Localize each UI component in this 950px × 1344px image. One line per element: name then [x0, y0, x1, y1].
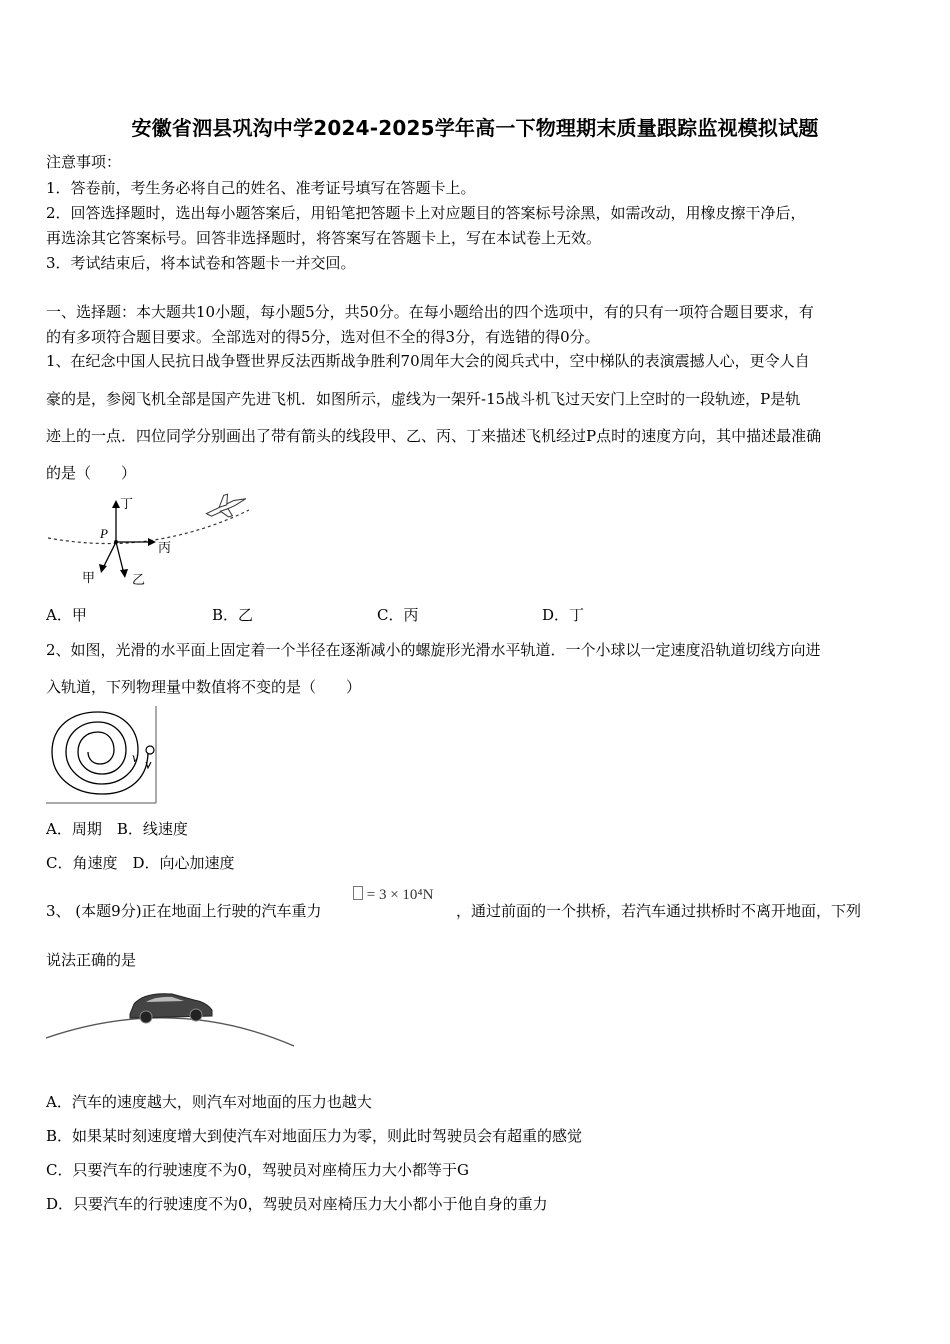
q1-line4: 的是（ ） — [46, 464, 137, 482]
q3-line1-pre: 3、 (本题9分)正在地面上行驶的汽车重力 — [46, 902, 322, 920]
notice-item-1: 1．答卷前，考生务必将自己的姓名、准考证号填写在答题卡上。 — [46, 179, 476, 197]
notice-item-2a: 2．回答选择题时，选出每小题答案后，用铅笔把答题卡上对应题目的答案标号涂黑，如需改动，用橡皮擦干净后， — [46, 204, 806, 222]
notice-item-3: 3．考试结束后，将本试卷和答题卡一并交回。 — [46, 254, 356, 272]
section-intro-line2: 的有多项符合题目要求。全部选对的得5分，选对但不全的得3分，有选错的得0分。 — [46, 328, 600, 346]
q3-line2: 说法正确的是 — [46, 951, 137, 969]
q1-option-c: C．丙 — [377, 606, 419, 624]
notice-item-2b: 再选涂其它答案标号。回答非选择题时，将答案写在答题卡上，写在本试卷上无效。 — [46, 229, 602, 247]
q1-option-d: D．丁 — [542, 606, 585, 624]
label-jia: 甲 — [82, 571, 96, 586]
label-ding: 丁 — [120, 497, 134, 512]
q1-option-b: B．乙 — [212, 606, 254, 624]
q3-line1-post: ，通过前面的一个拱桥，若汽车通过拱桥时不离开地面，下列 — [456, 902, 862, 920]
jet-icon — [203, 492, 250, 523]
q3-option-c: C．只要汽车的行驶速度不为0，驾驶员对座椅压力大小都等于G — [46, 1161, 470, 1179]
q3-option-a: A．汽车的速度越大，则汽车对地面的压力也越大 — [46, 1093, 372, 1111]
q3-car-bridge-figure — [44, 984, 300, 1050]
q2-options-row2: C．角速度 D．向心加速度 — [46, 854, 235, 872]
q2-line2: 入轨道，下列物理量中数值将不变的是（ ） — [46, 678, 362, 696]
section-intro-line1: 一、选择题：本大题共10小题，每小题5分，共50分。在每小题给出的四个选项中，有的只有一项符合题目要求，有 — [46, 303, 814, 321]
label-bing: 丙 — [158, 541, 172, 556]
q1-line1: 1、在纪念中国人民抗日战争暨世界反法西斯战争胜利70周年大会的阅兵式中，空中梯队的表演震撼人心，更令人自 — [46, 352, 810, 370]
q1-trajectory-figure — [44, 492, 260, 590]
q3-gravity-formula — [353, 886, 453, 912]
q1-option-a: A．甲 — [46, 606, 87, 624]
q1-line2: 豪的是，参阅飞机全部是国产先进飞机．如图所示，虚线为一架歼-15战斗机飞过天安门上空时的一段轨迹，P是轨 — [46, 390, 801, 408]
q2-line1: 2、如图，光滑的水平面上固定着一个半径在逐渐减小的螺旋形光滑水平轨道．一个小球以一定速度沿轨道切线方向进 — [46, 641, 821, 659]
notice-heading: 注意事项： — [46, 153, 122, 171]
q1-line3: 迹上的一点．四位同学分别画出了带有箭头的线段甲、乙、丙、丁来描述飞机经过P点时的速度方向，其中描述最准确 — [46, 427, 822, 445]
q3-option-d: D．只要汽车的行驶速度不为0，驾驶员对座椅压力大小都小于他自身的重力 — [46, 1195, 548, 1213]
q3-formula-text: = 3 × 10⁴N — [366, 887, 434, 903]
q2-options-row1: A．周期 B．线速度 — [46, 820, 188, 838]
label-p: P — [100, 526, 108, 541]
page-title: 安徽省泗县巩沟中学2024-2025学年高一下物理期末质量跟踪监视模拟试题 — [131, 116, 819, 140]
q2-spiral-figure — [44, 706, 160, 806]
q3-option-b: B．如果某时刻速度增大到使汽车对地面压力为零，则此时驾驶员会有超重的感觉 — [46, 1127, 583, 1145]
label-v: v — [132, 751, 139, 766]
label-yi: 乙 — [132, 573, 146, 588]
